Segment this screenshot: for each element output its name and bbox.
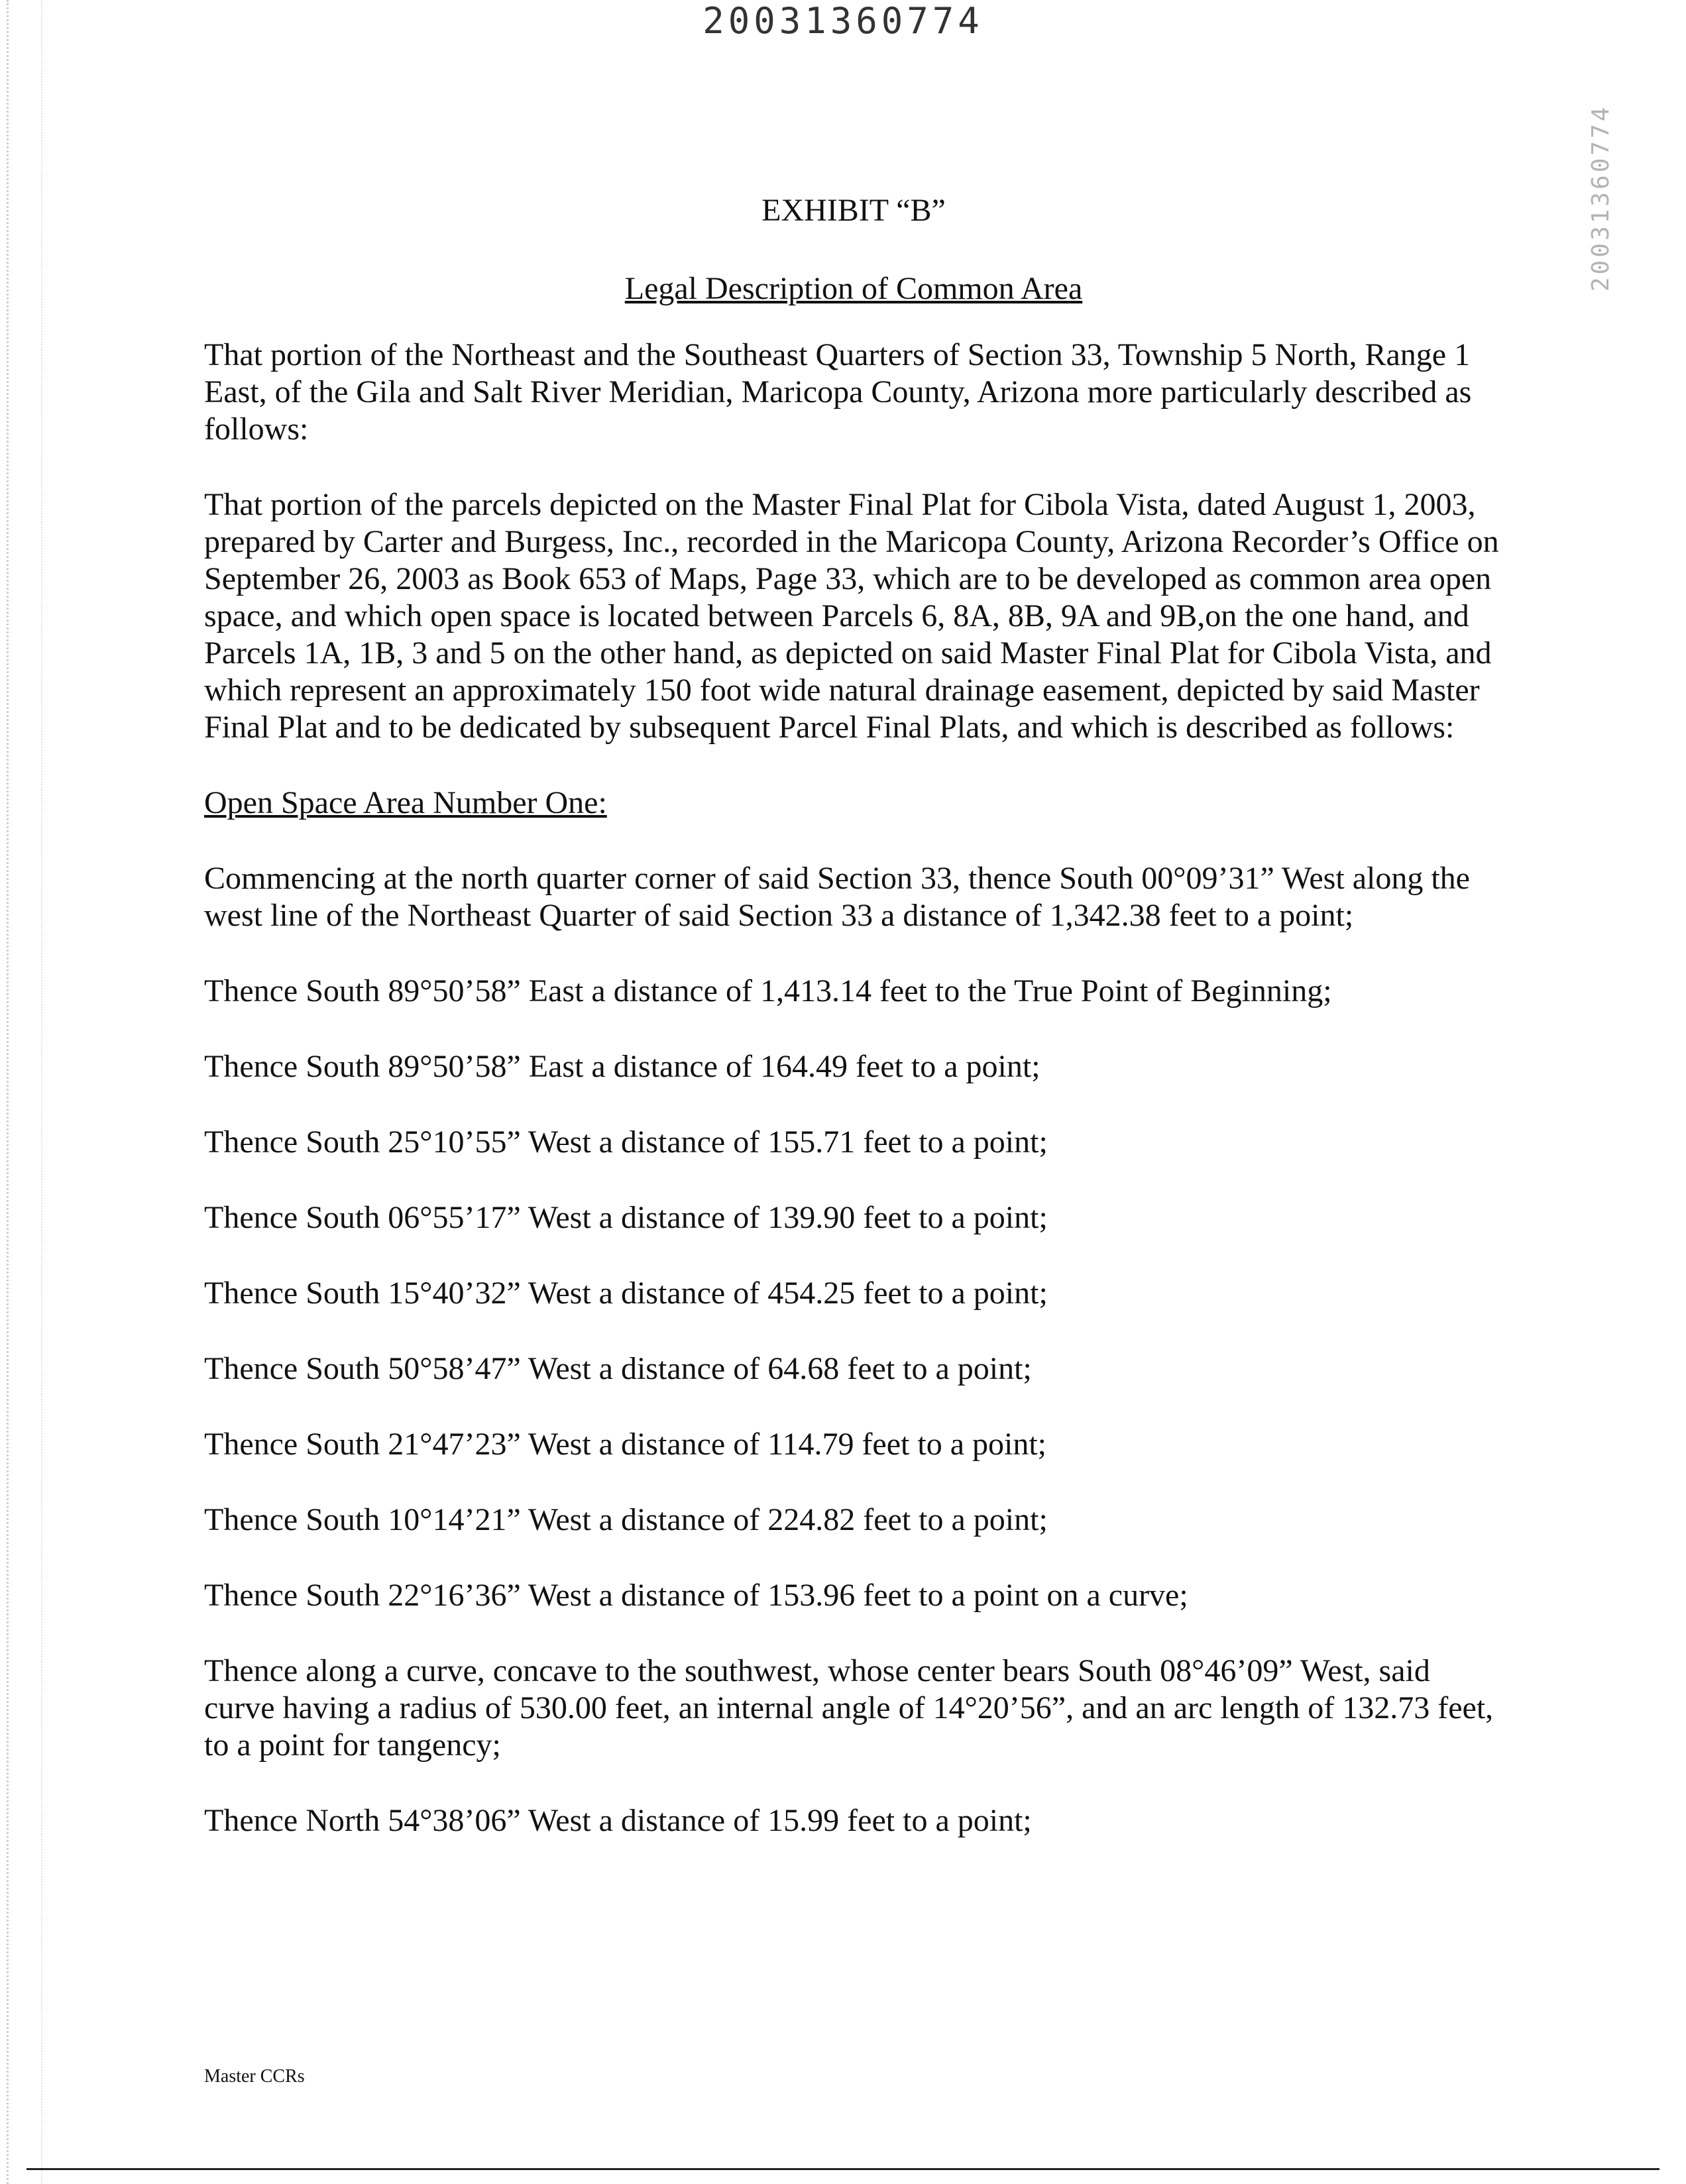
section-heading: Open Space Area Number One: <box>204 785 607 820</box>
course-line: Thence South 10°14’21” West a distance of 224.82 feet to a point; <box>204 1502 1048 1537</box>
side-recording-stamp: 20031360774 <box>1587 104 1614 292</box>
document-subtitle: Legal Description of Common Area <box>624 271 1083 306</box>
course-line: Thence South 89°50’58” East a distance of 164.49 feet to a point; <box>204 1049 1040 1084</box>
scan-edge-dots <box>7 0 9 2184</box>
exhibit-title: EXHIBIT “B” <box>761 193 946 228</box>
course-line: Thence South 15°40’32” West a distance of 454.25 feet to a point; <box>204 1276 1048 1311</box>
course-line: Thence South 25°10’55” West a distance of 155.71 feet to a point; <box>204 1124 1048 1160</box>
recording-number: 20031360774 <box>702 0 984 42</box>
course-line: Thence North 54°38’06” West a distance of 15.99 feet to a point; <box>204 1803 1032 1838</box>
course-line: Thence South 22°16’36” West a distance of 153.96 feet to a point on a curve; <box>204 1578 1188 1613</box>
bottom-rule <box>27 2168 1659 2170</box>
scan-edge-dots-inner <box>41 0 42 2184</box>
course-line: Thence South 06°55’17” West a distance of 139.90 feet to a point; <box>204 1200 1048 1235</box>
document-body <box>204 192 1503 1878</box>
course-line: Thence South 50°58’47” West a distance of 64.68 feet to a point; <box>204 1351 1032 1386</box>
parcel-description-paragraph: That portion of the parcels depicted on the Master Final Plat for Cibola Vista, dated August 1, 2003, prepared by Carter and Burgess, Inc., recorded in the Maricopa County, Arizona Recorder’s Office on September 26, 2003 as Book 653 of Maps, Page 33, which are to be developed as common area open space, and which open space is located between Parcels 6, 8A, 8B, 9A and 9B,on the one hand, and Parcels 1A, 1B, 3 and 5 on the other hand, as depicted on said Master Final Plat for Cibola Vista, and which represent an approximately 150 foot wide natural drainage easement, depicted by said Master Final Plat and to be dedicated by subsequent Parcel Final Plats, and which is described as follows: <box>204 487 1499 745</box>
course-line: Thence South 89°50’58” East a distance of 1,413.14 feet to the True Point of Beginning; <box>204 973 1332 1009</box>
footer-label: Master CCRs <box>204 2066 305 2087</box>
intro-paragraph: That portion of the Northeast and the Southeast Quarters of Section 33, Township 5 North, Range 1 East, of the Gila and Salt River Meridian, Maricopa County, Arizona more particularly described as follows: <box>204 337 1472 447</box>
course-line: Thence South 21°47’23” West a distance of 114.79 feet to a point; <box>204 1427 1047 1462</box>
course-line: Commencing at the north quarter corner of said Section 33, thence South 00°09’31” West along the west line of the Northeast Quarter of said Section 33 a distance of 1,342.38 feet to a point; <box>204 861 1470 933</box>
course-line: Thence along a curve, concave to the southwest, whose center bears South 08°46’09” West, said curve having a radius of 530.00 feet, an internal angle of 14°20’56”, and an arc length of 132.73 feet, to a point for tangency; <box>204 1653 1494 1763</box>
